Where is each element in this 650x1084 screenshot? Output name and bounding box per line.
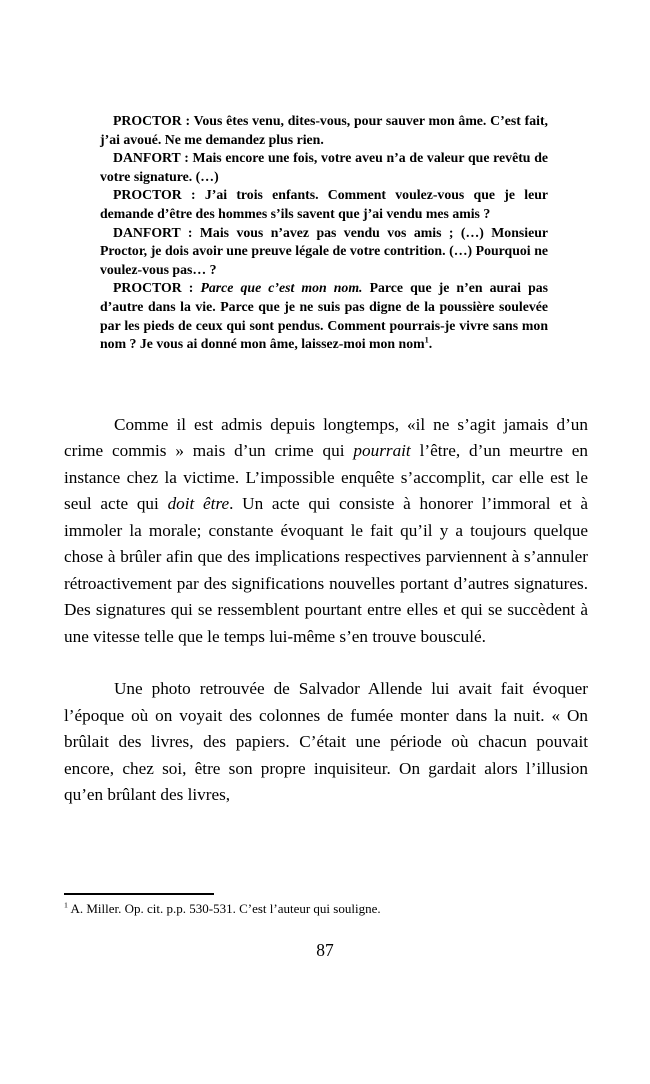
block-quote	[100, 112, 548, 354]
footnote: $^1$ A. Miller. Op. cit. p.p. 530-531. C’est l’auteur qui souligne.	[64, 900, 381, 916]
body-paragraph: Une photo retrouvée de Salvador Allende lui avait fait évoquer l’époque où on voyait des colonnes de fumée monter dans la nuit. « On brûlait des livres, des papiers. C’était une période où chacun pouvait encore, chez soi, être son propre inquisiteur. On gardait alors l’illusion qu’en brûlant des livres,	[64, 679, 588, 805]
quote-paragraph: PROCTOR : Parce que c’est mon nom. Parce que je n’en aurai pas d’autre dans la vie. Parce que je ne suis pas digne de la poussière soulevée par les pieds de ceux qui sont pendus. Comment pourrais-je vivre sans mon nom ? Je vous ai donné mon âme, laissez-moi mon nom$^1$.	[100, 280, 549, 352]
body-paragraph: Comme il est admis depuis longtemps, «il ne s’agit jamais d’un crime commis » mais d’un crime qui pourrait l’être, d’un meurtre en instance chez la victime. L’impossible enquête s’accomplit, car elle est le seul acte qui doit être. Un acte qui consiste à honorer l’immoral et à immoler la morale; constante évoquant le fait qu’il y a toujours quelque chose à brûler afin que des implications respectives parviennent à s’annuler rétroactivement par des significations nouvelles portant d’autres signatures. Des signatures qui se ressemblent pourtant entre elles et qui se succèdent à une vitesse telle que le temps lui-même s’en trouve bousculé.	[64, 414, 589, 646]
quote-paragraph: PROCTOR : J’ai trois enfants. Comment voulez-vous que je leur demande d’être des hommes s’ils savent que j’ai vendu mes amis ?	[100, 187, 548, 221]
body-text	[64, 412, 588, 809]
quote-paragraph: DANFORT : Mais encore une fois, votre aveu n’a de valeur que revêtu de votre signature. (…)	[100, 150, 548, 184]
footnote-area	[64, 893, 588, 917]
page-number: 87	[316, 940, 334, 960]
footnote-rule	[64, 893, 214, 895]
quote-paragraph: DANFORT : Mais vous n’avez pas vendu vos amis ; (…) Monsieur Proctor, je dois avoir une preuve légale de votre contrition. (…) Pourquoi ne voulez-vous pas… ?	[100, 224, 548, 277]
quote-paragraph: PROCTOR : Vous êtes venu, dites-vous, pour sauver mon âme. C’est fait, j’ai avoué. Ne me demandez plus rien.	[100, 113, 548, 147]
